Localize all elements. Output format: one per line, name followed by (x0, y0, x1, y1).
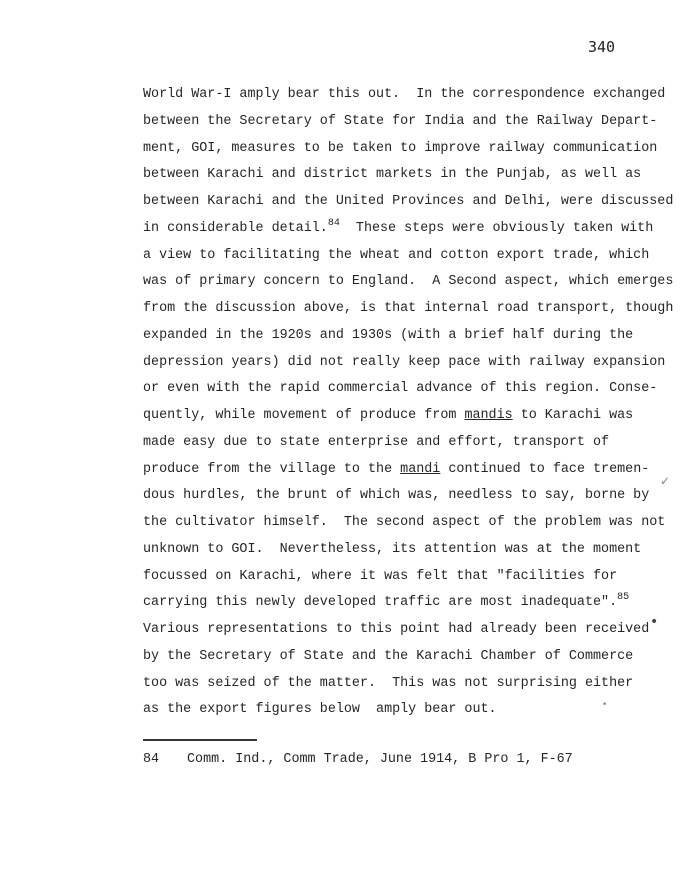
text-line (143, 243, 683, 270)
text-line (143, 510, 683, 537)
line-text: between the Secretary of State for India and the Railway Depart- (143, 113, 658, 129)
text-line (143, 644, 683, 671)
footnote-text: Comm. Ind., Comm Trade, June 1914, B Pro 1, F-67 (187, 752, 573, 767)
line-text: focussed on Karachi, where it was felt that "facilities for (143, 568, 618, 584)
text-line (143, 564, 683, 591)
stray-dot-mark: • (650, 614, 659, 630)
text-line (143, 537, 683, 564)
text-line (143, 457, 683, 484)
body-text (143, 82, 683, 724)
text-line (143, 162, 683, 189)
text-line (143, 82, 683, 109)
stray-dot-mark: • (602, 700, 608, 710)
line-text: a view to facilitating the wheat and cotton export trade, which (143, 247, 650, 263)
line-text: ment, GOI, measures to be taken to improve railway communication (143, 140, 658, 156)
text-line (143, 483, 683, 510)
text-line (143, 269, 683, 296)
line-text: between Karachi and the United Provinces and Delhi, were discussed (143, 194, 674, 209)
page-number: 340 (588, 38, 616, 56)
line-text: unknown to GOI. Nevertheless, its attention was at the moment (143, 541, 642, 557)
line-text: continued to face tremen- (440, 461, 650, 477)
pencil-check-mark: ✓ (660, 474, 671, 488)
line-text: to Karachi was (512, 408, 634, 423)
footnote-ref-85: 85 (617, 592, 630, 604)
line-text: as the export figures below amply bear out. (143, 702, 497, 718)
line-text: quently, while movement of produce from (143, 408, 465, 423)
line-text: from the discussion above, is that internal road transport, though (143, 301, 674, 316)
text-line (143, 403, 683, 430)
line-text: World War-I amply bear this out. In the correspondence exchanged (143, 87, 666, 102)
footnote (143, 752, 573, 767)
line-text: made easy due to state enterprise and effort, transport of (143, 434, 610, 450)
line-text: was of primary concern to England. A Second aspect, which emerges (143, 274, 674, 290)
line-text: Various representations to this point had already been received (143, 622, 650, 637)
line-text: between Karachi and district markets in the Punjab, as well as (143, 167, 642, 183)
text-line (143, 136, 683, 163)
line-text: depression years) did not really keep pace with railway expansion (143, 354, 666, 370)
text-line (143, 323, 683, 350)
line-text: by the Secretary of State and the Karachi Chamber of Commerce (143, 648, 634, 664)
text-line (143, 590, 683, 617)
line-text: the cultivator himself. The second aspect of the problem was not (143, 515, 666, 530)
footnote-number: 84 (143, 752, 160, 767)
line-text: expanded in the 1920s and 1930s (with a brief half during the (143, 327, 634, 343)
text-line (143, 376, 683, 403)
line-text: carrying this newly developed traffic are most inadequate". (143, 595, 618, 611)
text-line (143, 671, 683, 698)
text-line (143, 617, 683, 644)
text-line (143, 296, 683, 323)
text-line (143, 430, 683, 457)
line-text: dous hurdles, the brunt of which was, needless to say, borne by (143, 488, 650, 504)
line-text: too was seized of the matter. This was not surprising either (143, 675, 634, 691)
text-line (143, 350, 683, 377)
text-line (143, 216, 683, 243)
line-text: or even with the rapid commercial advance of this region. Conse- (143, 381, 658, 397)
line-text: These steps were obviously taken with (339, 220, 654, 236)
line-text: in considerable detail. (143, 220, 328, 236)
footnote-separator (143, 739, 257, 741)
footnote-ref-84: 84 (327, 217, 340, 229)
underlined-term: mandi (400, 461, 441, 477)
text-line (143, 109, 683, 136)
line-text: produce from the village to the (143, 461, 401, 477)
underlined-term: mandis (464, 408, 513, 423)
text-line (143, 189, 683, 216)
